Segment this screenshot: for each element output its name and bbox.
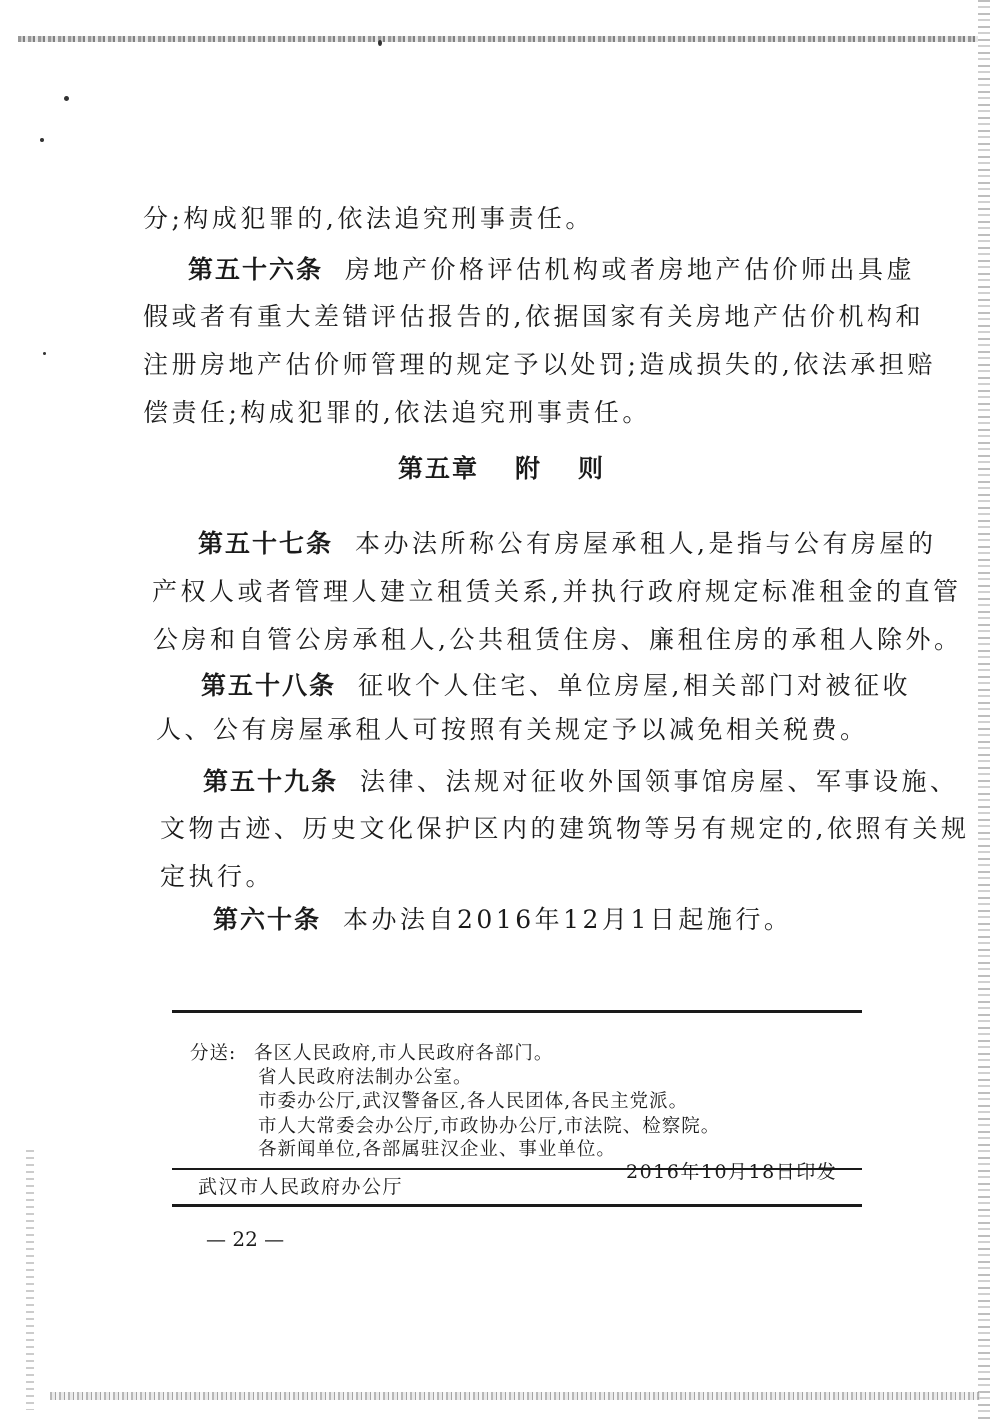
article-57-line: 产权人或者管理人建立租赁关系,并执行政府规定标准租金的直管 [152,577,962,606]
chapter-name: 附 [515,454,543,483]
scan-artifact-top [18,36,978,42]
article-56-line: 偿责任;构成犯罪的,依法追究刑事责任。 [143,398,651,427]
scan-speck [40,138,44,142]
scan-speck [378,40,382,46]
article-55-tail: 分;构成犯罪的,依法追究刑事责任。 [143,204,594,233]
article-56-first-line [188,257,915,282]
article-58-title: 第五十八条 [201,671,337,700]
distribution-top-rule [172,1010,862,1013]
article-57-title: 第五十七条 [198,529,334,558]
chapter-heading [398,456,605,481]
article-56-line: 注册房地产估价师管理的规定予以处罚;造成损失的,依法承担赔 [143,350,936,379]
article-56-line: 假或者有重大差错评估报告的,依据国家有关房地产估价机构和 [143,302,924,331]
distribution-label: 分送: [190,1043,237,1064]
article-59-first-line [203,769,959,794]
distribution-line: 市委办公厅,武汉警备区,各人民团体,各民主党派。 [258,1091,689,1112]
article-57-first-line [198,531,936,556]
distribution-line: 市人大常委会办公厅,市政协办公厅,市法院、检察院。 [258,1116,721,1137]
distribution-line: 各区人民政府,市人民政府各部门。 [254,1043,554,1064]
article-59-title: 第五十九条 [203,767,339,796]
chapter-name-2: 则 [578,454,606,483]
chapter-number: 第五章 [398,454,480,483]
article-60-line [213,907,792,932]
distribution-line: 各新闻单位,各部属驻汉企业、事业单位。 [258,1139,616,1160]
article-56-text: 房地产价格评估机构或者房地产估价师出具虚 [345,255,916,284]
article-59-text: 法律、法规对征收外国领事馆房屋、军事设施、 [360,767,959,796]
scan-speck [64,96,69,101]
article-57-line: 公房和自管公房承租人,公共租赁住房、廉租住房的承租人除外。 [153,625,963,654]
distribution-line: 省人民政府法制办公室。 [258,1067,473,1088]
article-56-title: 第五十六条 [188,255,324,284]
article-58-first-line [201,673,911,698]
article-57-text: 本办法所称公有房屋承租人,是指与公有房屋的 [355,529,937,558]
article-59-line: 文物古迹、历史文化保护区内的建筑物等另有规定的,依照有关规 [160,814,970,843]
article-58-text: 征收个人住宅、单位房屋,相关部门对被征收 [358,671,911,700]
issuer: 武汉市人民政府办公厅 [198,1176,404,1198]
article-60-title: 第六十条 [213,905,322,934]
scan-artifact-left [26,1150,34,1410]
article-59-line: 定执行。 [160,862,275,891]
article-60-text: 本办法自2016年12月1日起施行。 [343,905,793,934]
distribution-bottom-rule [172,1204,862,1207]
article-58-line: 人、公有房屋承租人可按照有关规定予以减免相关税费。 [156,715,869,744]
page-number: — 22 — [206,1227,285,1251]
scan-artifact-bottom [50,1392,980,1400]
issue-date: 2016年10月18日印发 [626,1161,838,1183]
scan-speck [43,352,46,355]
scan-artifact-right [978,0,990,1421]
